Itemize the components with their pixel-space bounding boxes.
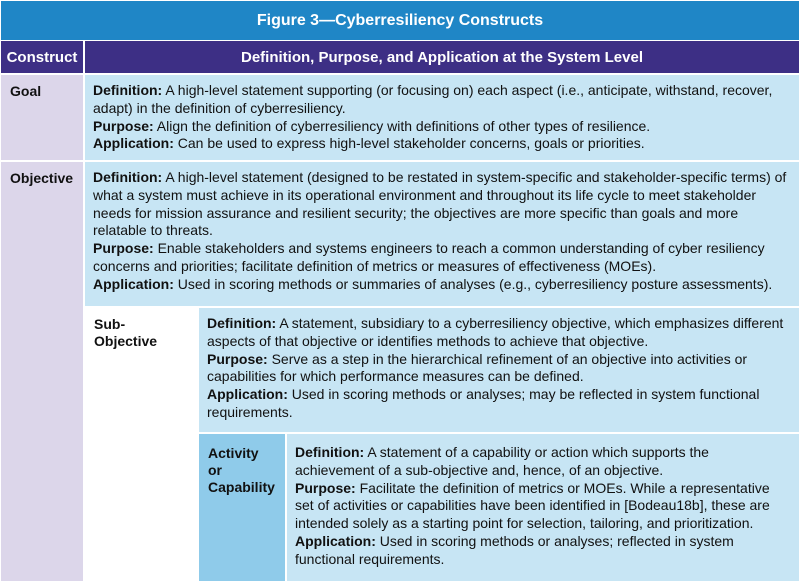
cyberresiliency-constructs-figure (1, 1, 799, 581)
activity-construct-cell (199, 434, 285, 581)
definition-column-header: Definition, Purpose, and Application at the System Level (85, 41, 799, 73)
goal-label: Goal (10, 83, 42, 99)
purpose-term: Purpose: (295, 479, 356, 496)
sub-objective-application: Application: Used in scoring methods or analyses; may be reflected in system functional requirements. (207, 386, 760, 420)
objective-purpose: Purpose: Enable stakeholders and systems engineers to reach a common understanding of cyber resiliency concerns and priorities; facilitate definition of metrics or measures of effectiveness (MOEs). (93, 240, 765, 274)
definition-term: Definition: (295, 444, 365, 460)
goal-definition: Definition: A high-level statement supporting (or focusing on) each aspect (i.e., anticipate, withstand, recover, adapt) in the definition of cyberresiliency. (93, 82, 773, 116)
purpose-term: Purpose: (207, 350, 268, 367)
activity-description-cell (287, 434, 799, 581)
application-term: Application: (93, 135, 174, 152)
activity-label: Activity or Capability (208, 445, 275, 495)
activity-definition: Definition: A statement of a capability or action which supports the achievement of a sub-objective and, hence, of an objective. (295, 444, 709, 478)
purpose-term: Purpose: (93, 117, 154, 134)
construct-column-header: Construct (1, 41, 83, 73)
purpose-term: Purpose: (93, 240, 154, 257)
goal-description-cell (85, 75, 799, 160)
definition-term: Definition: (93, 169, 163, 185)
goal-construct-cell (1, 75, 83, 160)
sub-objective-label: Sub-Objective (94, 316, 158, 349)
figure-title: Figure 3—Cyberresiliency Constructs (1, 1, 799, 41)
objective-label: Objective (10, 170, 74, 186)
application-term: Application: (93, 275, 174, 292)
sub-objective-definition: Definition: A statement, subsidiary to a cyberresiliency objective, which emphasizes different aspects of that objective or identifies methods to achieve that objective. (207, 315, 784, 349)
goal-purpose: Purpose: Align the definition of cyberresiliency with definitions of other types of resilience. (93, 117, 651, 134)
definition-term: Definition: (93, 82, 163, 98)
activity-application: Application: Used in scoring methods or analyses; reflected in system functional requirements. (295, 532, 734, 567)
goal-application: Application: Can be used to express high-level stakeholder concerns, goals or priorities. (93, 135, 645, 152)
application-term: Application: (295, 532, 376, 549)
sub-objective-description-cell (199, 308, 799, 432)
objective-description-cell (85, 162, 799, 306)
activity-purpose: Purpose: Facilitate the definition of metrics or MOEs. While a representative set of activities or capabilities have been identified in [Bodeau18b], these are intended solely as a starting point for selection, tailoring, and prioritization. (295, 479, 770, 532)
sub-objective-construct-cell (85, 308, 197, 581)
definition-term: Definition: (207, 315, 277, 331)
objective-definition: Definition: A high-level statement (designed to be restated in system-specific and stakeholder-specific terms) of what a system must achieve in its operational environment and throughout its life cycle to meet stakeholder needs for mission assurance and resilient security; the objectives are more specific than goals and more relatable to threats. (93, 169, 787, 239)
objective-construct-cell (1, 162, 83, 581)
sub-objective-purpose: Purpose: Serve as a step in the hierarchical refinement of an objective into activities or capabilities for which performance measures can be defined. (207, 350, 748, 385)
application-term: Application: (207, 386, 288, 403)
objective-application: Application: Used in scoring methods or summaries of analyses (e.g., cyberresiliency posture assessments). (93, 275, 773, 292)
